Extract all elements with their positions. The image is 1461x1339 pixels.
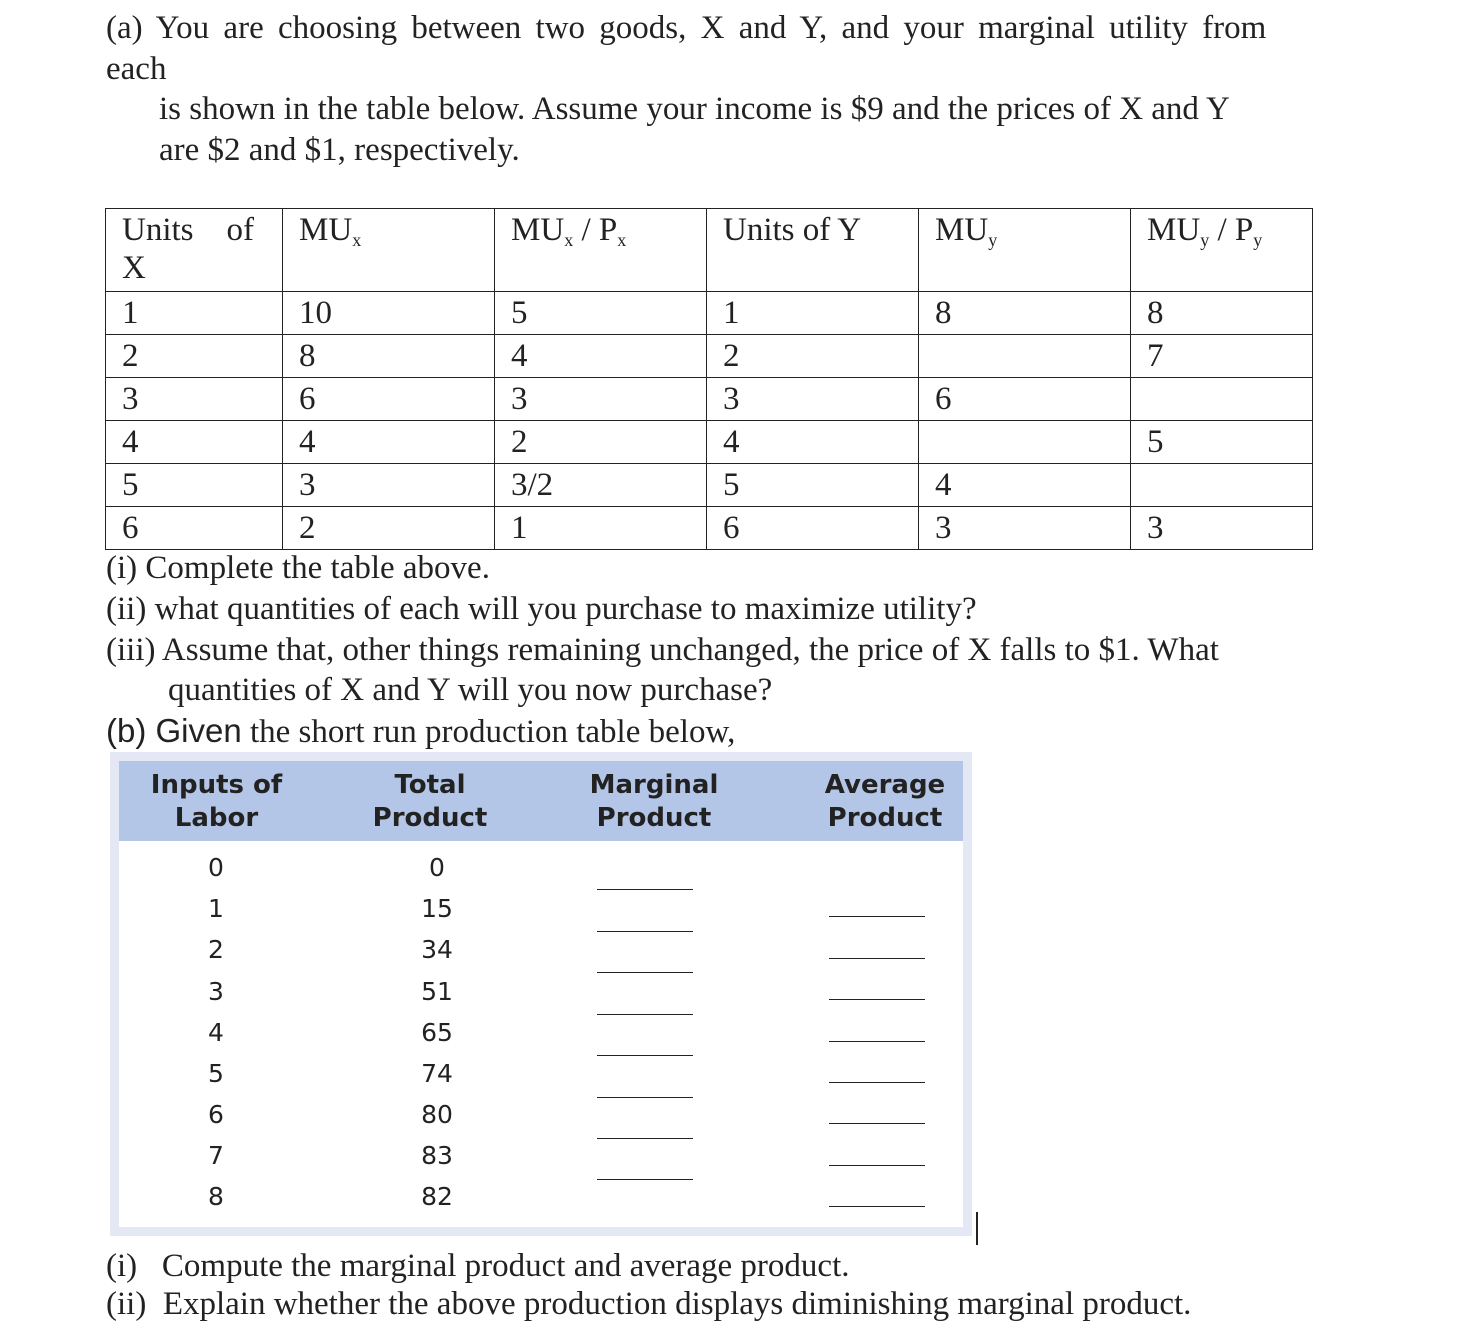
labor-cell: 5: [208, 1059, 224, 1088]
utility-table: [105, 208, 1313, 550]
production-table-body: [119, 761, 963, 1227]
cell-muy: 8: [919, 292, 1131, 335]
labor-cell: 8: [208, 1182, 224, 1211]
marginal-product-blank[interactable]: [597, 1179, 693, 1180]
part-a-line-1: (a) You are choosing between two goods, X and Y, and your marginal utility from: [106, 10, 1267, 46]
header-units-x: Units of X: [106, 209, 283, 292]
cell-units-x: 5: [106, 464, 283, 507]
production-table-header: [119, 761, 963, 841]
cell-units-x: 2: [106, 335, 283, 378]
cell-muy: 6: [919, 378, 1131, 421]
part-b-label: (b) Given: [106, 712, 242, 749]
total-product-cell: 82: [421, 1182, 453, 1211]
labor-cell: 7: [208, 1141, 224, 1170]
header-inputs-of-labor: Inputs of Labor: [150, 770, 283, 833]
total-product-cell: 74: [421, 1059, 453, 1088]
marginal-product-blank[interactable]: [597, 1055, 693, 1056]
cell-units-y: 6: [707, 507, 919, 550]
cell-units-x: 3: [106, 378, 283, 421]
utility-table-row: [106, 507, 1313, 550]
question-b-i: (i) Compute the marginal product and average product.: [106, 1248, 850, 1284]
header-marginal-product: Marginal Product: [589, 770, 719, 833]
header-total-product: Total Product: [372, 770, 488, 833]
part-b-text: the short run production table below,: [241, 714, 736, 750]
total-product-cell: 80: [421, 1100, 453, 1129]
header-muy-py: $MU_y / P_y$: [1131, 209, 1313, 292]
question-a-ii: (ii) what quantities of each will you purchase to maximize utility?: [106, 591, 977, 627]
marginal-product-blank[interactable]: [597, 889, 693, 890]
labor-cell: 0: [208, 853, 224, 882]
average-product-blank[interactable]: [829, 1206, 925, 1207]
cell-units-x: 4: [106, 421, 283, 464]
header-muy: $MU_y$: [919, 209, 1131, 292]
cell-units-y: 2: [707, 335, 919, 378]
average-product-blank[interactable]: [829, 1123, 925, 1124]
cell-muy: 4: [919, 464, 1131, 507]
marginal-product-blank[interactable]: [597, 931, 693, 932]
average-product-blank[interactable]: [829, 999, 925, 1000]
average-product-blank[interactable]: [829, 1165, 925, 1166]
part-a-line-4: are $2 and $1, respectively.: [159, 132, 520, 168]
text-cursor: [976, 1212, 978, 1245]
total-product-cell: 0: [429, 853, 445, 882]
question-a-iii-line-2: quantities of X and Y will you now purchase?: [168, 672, 773, 708]
question-b-ii: (ii) Explain whether the above production displays diminishing marginal product.: [106, 1286, 1192, 1322]
cell-mux: 6: [283, 378, 495, 421]
part-b-heading: [106, 711, 735, 752]
cell-mux-px: 5: [495, 292, 707, 335]
cell-units-x: 6: [106, 507, 283, 550]
cell-muy-py: [1131, 378, 1313, 421]
cell-units-y: 4: [707, 421, 919, 464]
marginal-product-blank[interactable]: [597, 1014, 693, 1015]
cell-muy-py: [1131, 464, 1313, 507]
cell-muy-py: 3: [1131, 507, 1313, 550]
labor-cell: 4: [208, 1018, 224, 1047]
average-product-blank[interactable]: [829, 958, 925, 959]
average-product-blank[interactable]: [829, 916, 925, 917]
cell-units-y: 1: [707, 292, 919, 335]
cell-mux-px: 1: [495, 507, 707, 550]
cell-mux: 8: [283, 335, 495, 378]
cell-mux-px: 3: [495, 378, 707, 421]
utility-table-row: [106, 421, 1313, 464]
cell-muy: 3: [919, 507, 1131, 550]
cell-muy-py: 8: [1131, 292, 1313, 335]
total-product-cell: 83: [421, 1141, 453, 1170]
cell-mux-px: 3/2: [495, 464, 707, 507]
utility-table-row: [106, 292, 1313, 335]
cell-mux: 2: [283, 507, 495, 550]
header-mux: $MU_x$: [283, 209, 495, 292]
part-a-line-2: each: [106, 51, 167, 87]
utility-table-row: [106, 335, 1313, 378]
utility-table-row: [106, 464, 1313, 507]
marginal-product-blank[interactable]: [597, 972, 693, 973]
average-product-blank[interactable]: [829, 1082, 925, 1083]
utility-table-header-row: [106, 209, 1313, 292]
header-mux-px: $MU_x / P_x$: [495, 209, 707, 292]
cell-muy-py: 5: [1131, 421, 1313, 464]
utility-table-row: [106, 378, 1313, 421]
cell-mux-px: 4: [495, 335, 707, 378]
cell-units-y: 3: [707, 378, 919, 421]
total-product-cell: 15: [421, 894, 453, 923]
labor-cell: 3: [208, 977, 224, 1006]
labor-cell: 6: [208, 1100, 224, 1129]
header-average-product: Average Product: [824, 770, 946, 833]
header-units-y: Units of Y: [707, 209, 919, 292]
cell-mux: 10: [283, 292, 495, 335]
cell-units-x: 1: [106, 292, 283, 335]
total-product-cell: 65: [421, 1018, 453, 1047]
production-table: [110, 752, 972, 1236]
marginal-product-blank[interactable]: [597, 1097, 693, 1098]
average-product-blank[interactable]: [829, 1041, 925, 1042]
labor-cell: 2: [208, 935, 224, 964]
total-product-cell: 51: [421, 977, 453, 1006]
marginal-product-blank[interactable]: [597, 1138, 693, 1139]
question-a-i: (i) Complete the table above.: [106, 550, 490, 586]
cell-units-y: 5: [707, 464, 919, 507]
question-a-iii-line-1: (iii) Assume that, other things remaining unchanged, the price of X falls to $1. What: [106, 632, 1219, 668]
total-product-cell: 34: [421, 935, 453, 964]
cell-mux: 3: [283, 464, 495, 507]
cell-muy: [919, 421, 1131, 464]
labor-cell: 1: [208, 894, 224, 923]
cell-mux: 4: [283, 421, 495, 464]
cell-muy-py: 7: [1131, 335, 1313, 378]
cell-muy: [919, 335, 1131, 378]
part-a-line-3: is shown in the table below. Assume your income is $9 and the prices of X and Y: [159, 91, 1230, 127]
cell-mux-px: 2: [495, 421, 707, 464]
